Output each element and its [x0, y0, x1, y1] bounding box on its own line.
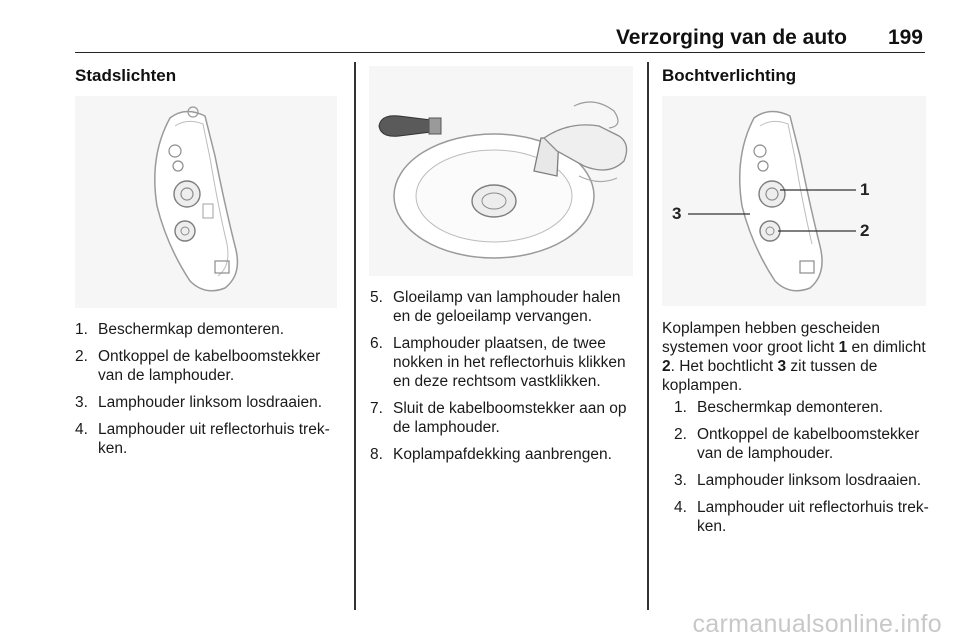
- page-number: 199: [887, 26, 923, 49]
- list-item: 4. Lamphouder uit reflectorhuis trek-ken.: [75, 421, 330, 457]
- callout-label-2: 2: [860, 221, 870, 240]
- list-item: 2. Ontkoppel de kabelboomstekker van de lamphouder.: [674, 426, 920, 462]
- steps-list-continued: [370, 288, 636, 472]
- column-divider-left: [354, 62, 356, 610]
- figure-headlamp-rear: [75, 96, 337, 308]
- list-item: 4. Lamphouder uit reflectorhuis trek-ken.: [674, 499, 929, 535]
- list-item: 6. Lamphouder plaatsen, de twee nokken in het reflectorhuis klikken en deze rechtsom vastklikken.: [370, 335, 626, 390]
- column-divider-right: [647, 62, 649, 610]
- section-heading-stadslichten: Stadslichten: [75, 66, 177, 85]
- watermark-text: carmanualsonline.info: [692, 610, 942, 638]
- list-item: 8. Koplampafdekking aanbrengen.: [370, 446, 612, 463]
- header-title: Verzorging van de auto: [615, 26, 847, 49]
- list-item: 1. Beschermkap demonteren.: [75, 321, 285, 338]
- steps-list-bochtverlichting: [674, 398, 930, 544]
- list-item: 3. Lamphouder linksom losdraaien.: [75, 394, 323, 411]
- steps-list-stadslichten: [75, 320, 347, 466]
- callout-label-1: 1: [860, 180, 870, 199]
- list-item: 2. Ontkoppel de kabelboomstekker van de lamphouder.: [75, 348, 321, 384]
- list-item: 1. Beschermkap demonteren.: [674, 399, 884, 416]
- callout-label-3: 3: [672, 204, 682, 223]
- page-header: [75, 22, 925, 53]
- section-heading-bochtverlichting: Bochtverlichting: [662, 66, 797, 85]
- list-item: 5. Gloeilamp van lamphouder halen en de geloeilamp vervangen.: [370, 289, 621, 325]
- figure-bulb-holder: [369, 66, 633, 276]
- list-item: 3. Lamphouder linksom losdraaien.: [674, 472, 922, 489]
- list-item: 7. Sluit de kabelboomstekker aan op de lamphouder.: [370, 400, 627, 436]
- body-paragraph: Koplampen hebben gescheiden systemen voor groot licht 1 en dimlicht 2. Het bochtlicht 3 zit tussen de koplampen.: [662, 320, 926, 394]
- figure-headlamp-callouts: [662, 96, 926, 306]
